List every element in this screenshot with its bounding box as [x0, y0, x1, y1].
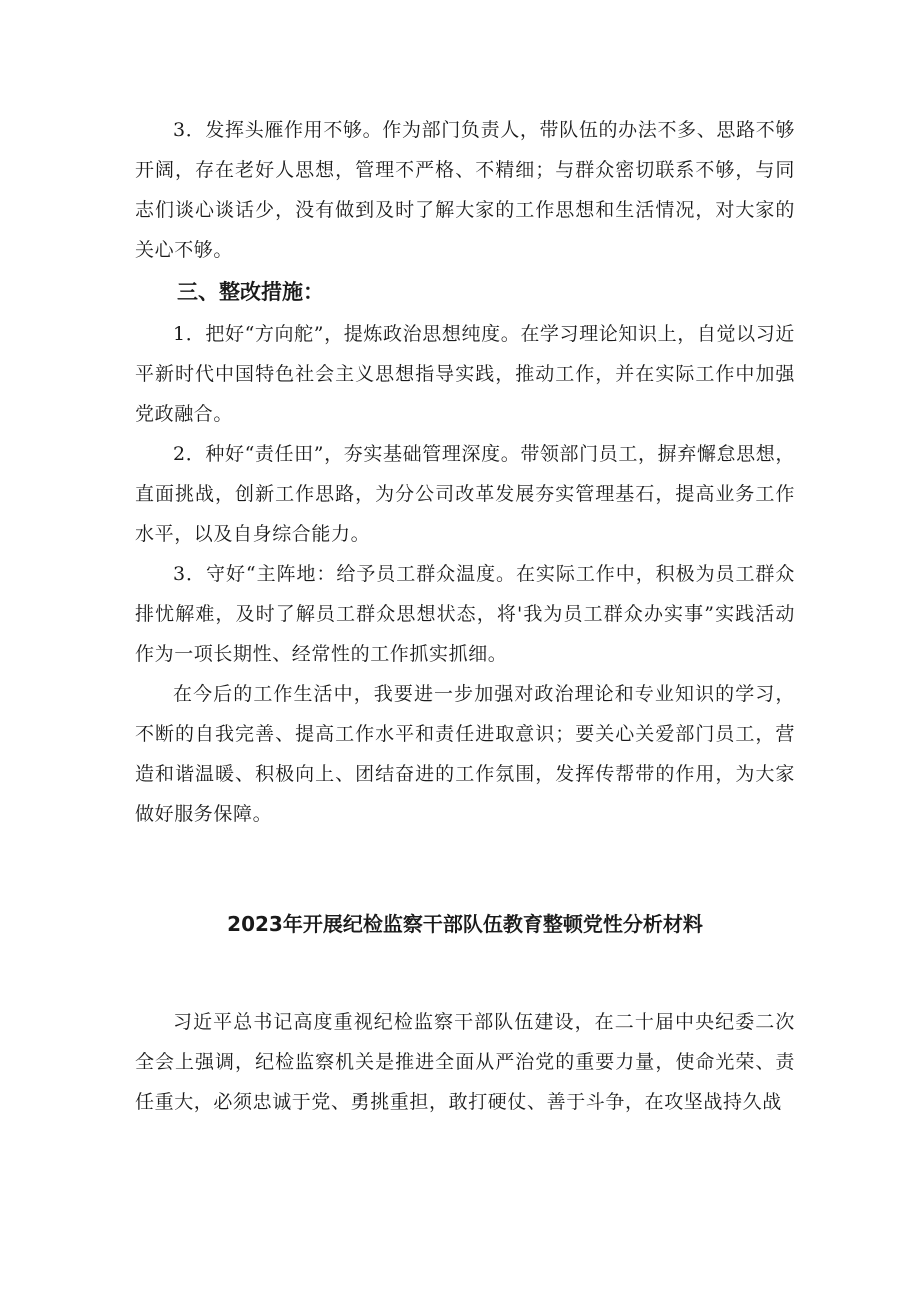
document-page [135, 110, 795, 1122]
measure-item-1: 1．把好“方向舵”，提炼政治思想纯度。在学习理论知识上，自觉以习近平新时代中国特色社会主义思想指导实践，推动工作，并在实际工作中加强党政融合。 [135, 323, 795, 425]
document-title: 2023年开展纪检监察干部队伍教育整顿党性分析材料 [227, 912, 703, 936]
paragraph-item-3: 3．发挥头雁作用不够。作为部门负责人，带队伍的办法不多、思路不够开阔，存在老好人思想，管理不严格、不精细；与群众密切联系不够，与同志们谈心谈话少，没有做到及时了解大家的工作思想和生活情况，对大家的关心不够。 [135, 119, 795, 261]
measure-item-2: 2．种好“责任田”，夯实基础管理深度。带领部门员工，摒弃懈怠思想，直面挑战，创新工作思路，为分公司改革发展夯实管理基石，提高业务工作水平，以及自身综合能力。 [135, 443, 795, 545]
section-heading-rectification: 三、整改措施： [177, 280, 324, 304]
measure-item-3: 3．守好“主阵地：给予员工群众温度。在实际工作中，积极为员工群众排忧解难，及时了解员工群众思想状态，将'我为员工群众办实事”实践活动作为一项长期性、经常性的工作抓实抓细。 [135, 563, 795, 665]
intro-paragraph: 习近平总书记高度重视纪检监察干部队伍建设，在二十届中央纪委二次全会上强调，纪检监察机关是推进全面从严治党的重要力量，使命光荣、责任重大，必须忠诚于党、勇挑重担，敢打硬仗、善于斗争，在攻坚战持久战 [135, 1011, 795, 1113]
closing-paragraph: 在今后的工作生活中，我要进一步加强对政治理论和专业知识的学习，不断的自我完善、提高工作水平和责任进取意识；要关心关爱部门员工，营造和谐温暖、积极向上、团结奋进的工作氛围，发挥传帮带的作用，为大家做好服务保障。 [135, 683, 795, 825]
